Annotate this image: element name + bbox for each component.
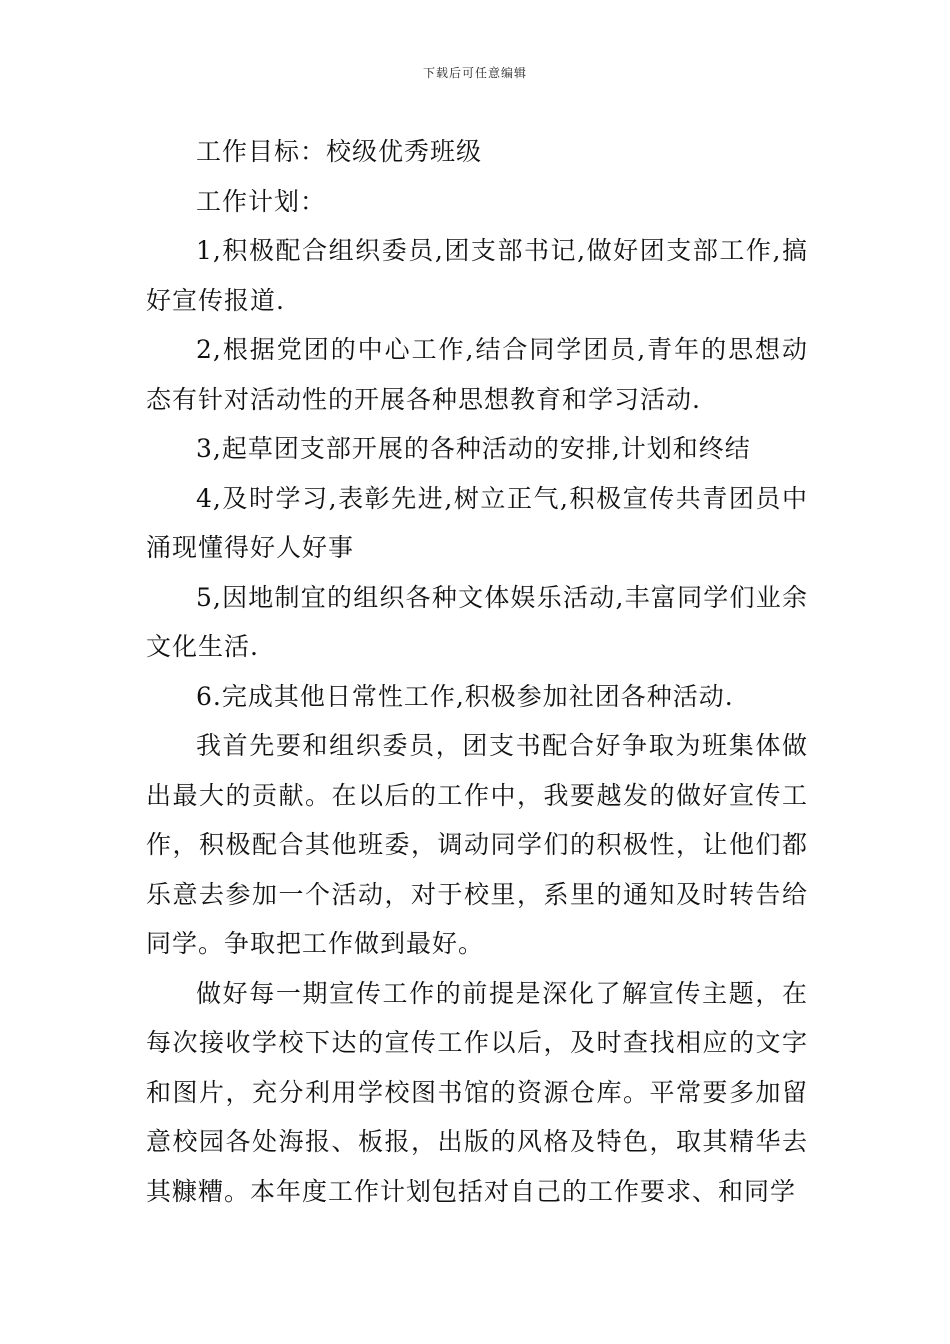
body-paragraph-2: 做好每一期宣传工作的前提是深化了解宣传主题，在每次接收学校下达的宣传工作以后，及时查找相应的文字和图片，充分利用学校图书馆的资源仓库。平常要多加留意校园各处海报、板报，出版的风格及特色，取其精华去其糠糟。本年度工作计划包括对自己的工作要求、和同学: [146, 978, 808, 1206]
body-paragraph-1: 我首先要和组织委员，团支书配合好争取为班集体做出最大的贡献。在以后的工作中，我要越发的做好宣传工作，积极配合其他班委，调动同学们的积极性，让他们都乐意去参加一个活动，对于校里，系里的通知及时转告给同学。争取把工作做到最好。: [146, 731, 808, 958]
plan-item-6: 6.完成其他日常性工作,积极参加社团各种活动.: [196, 681, 734, 711]
document-body: [146, 127, 808, 1216]
goal-line: 工作目标：校级优秀班级: [196, 137, 483, 166]
plan-item-3: 3,起草团支部开展的各种活动的安排,计划和终结: [196, 434, 751, 463]
page-header-note: 下载后可任意编辑: [422, 66, 527, 80]
plan-item-2: 2,根据党团的中心工作,结合同学团员,青年的思想动态有针对活动性的开展各种思想教育和学习活动.: [146, 335, 808, 414]
plan-item-5: 5,因地制宜的组织各种文体娱乐活动,丰富同学们业余文化生活.: [146, 582, 808, 661]
plan-item-4: 4,及时学习,表彰先进,树立正气,积极宣传共青团员中涌现懂得好人好事: [146, 483, 808, 562]
plan-item-1: 1,积极配合组织委员,团支部书记,做好团支部工作,搞好宣传报道.: [146, 236, 808, 315]
plan-heading: 工作计划：: [196, 186, 327, 216]
